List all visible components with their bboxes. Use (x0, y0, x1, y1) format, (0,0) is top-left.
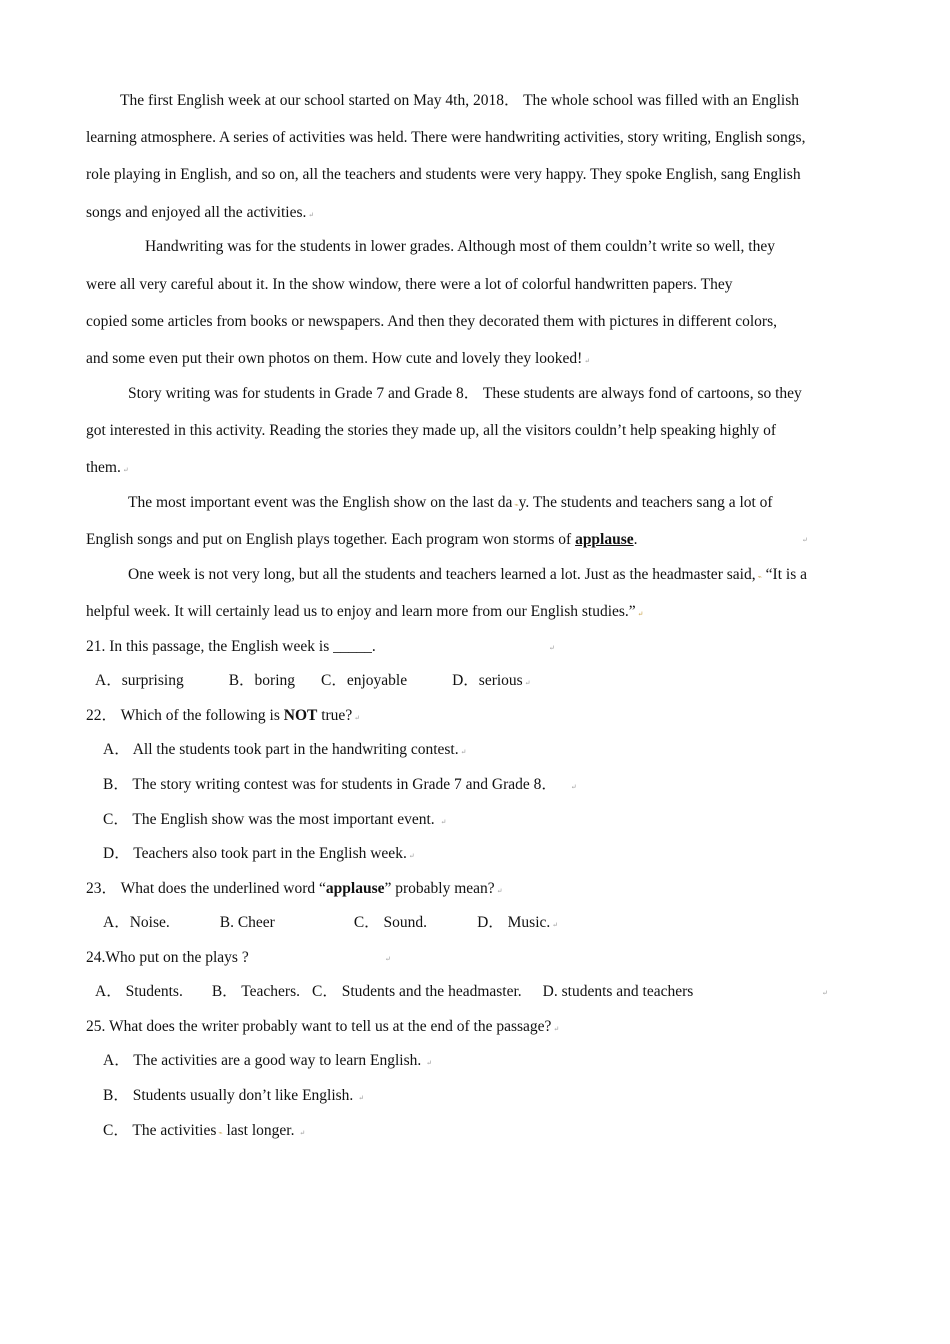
passage-p1-line2: learning atmosphere. A series of activities was held. There were handwriting activities, story writing, English songs, (86, 129, 806, 146)
q22-option-b-text: B． The story writing contest was for students in Grade 7 and Grade 8． (103, 776, 557, 793)
q22-option-b (103, 775, 577, 797)
passage-p3-line1: Story writing was for students in Grade 7 and Grade 8． These students are always fond of cartoons, so they (128, 385, 802, 402)
q25-option-a (103, 1051, 432, 1073)
passage-p5-line1-part-a: One week is not very long, but all the students and teachers learned a lot. Just as the headmaster said, (128, 566, 756, 583)
q23-option-a: A．Noise. (103, 914, 170, 931)
q22-option-c-text: C． The English show was the most important event. (103, 811, 435, 828)
q21-option-a: A．surprising (95, 672, 184, 689)
paragraph-mark-icon: ↵ (299, 1129, 306, 1137)
q24-option-b: B． Teachers. (211, 983, 301, 1000)
anchor-mark-icon: ⌁ (757, 573, 762, 581)
question-21-options (95, 671, 531, 693)
q22-option-a (103, 740, 466, 762)
passage-p2-line2: were all very careful about it. In the show window, there were a lot of colorful handwritten papers. They (86, 276, 733, 293)
passage-p2-line4 (86, 349, 590, 371)
passage-p4-line1 (128, 493, 773, 515)
underlined-word-applause: applause (575, 531, 634, 548)
paragraph-mark-icon: ↵ (408, 852, 415, 860)
q22-stem-a: 22． Which of the following is (86, 707, 284, 724)
paragraph-mark-icon: ↵ (440, 818, 447, 826)
q24-option-a: A． Students. (95, 983, 183, 1000)
passage-p5-line1-part-b: “It is a (761, 566, 807, 583)
passage-p2-line4-text: and some even put their own photos on them. How cute and lovely they looked! (86, 350, 583, 367)
anchor-mark-icon: ⌁ (514, 501, 519, 509)
passage-p3-line3 (86, 458, 129, 480)
paragraph-mark-icon: ↵ (358, 1094, 365, 1102)
q24-option-d: D. students and teachers (542, 983, 694, 1000)
paragraph-mark-icon: ↵ (385, 955, 391, 963)
question-22-stem (86, 706, 360, 728)
paragraph-mark-icon: ↵ (570, 783, 577, 791)
question-23-options (103, 913, 558, 935)
q21-option-b: B．boring (228, 672, 296, 689)
passage-p3-line3-text: them. (86, 459, 121, 476)
q23-option-d: D． Music. (477, 914, 551, 931)
question-21-stem: 21. In this passage, the English week is _____. (86, 638, 376, 655)
passage-p4-line2 (86, 530, 638, 550)
paragraph-mark-icon: ↵ (584, 357, 591, 365)
q21-option-c: C．enjoyable (321, 672, 408, 689)
q24-option-c: C． Students and the headmaster. (312, 983, 522, 1000)
passage-p4-line1-part-b: y. The students and teachers sang a lot of (518, 494, 773, 511)
passage-p5-line2 (86, 602, 644, 624)
paragraph-mark-icon: ↵ (552, 921, 559, 929)
passage-p4-line2-end: . (633, 531, 638, 548)
question-25-stem (86, 1017, 559, 1039)
q23-stem-b: ” probably mean? (384, 880, 495, 897)
q25-option-b-text: B． Students usually don’t like English. (103, 1087, 354, 1104)
paragraph-mark-icon: ↵ (308, 211, 315, 219)
paragraph-mark-icon: ↵ (524, 679, 531, 687)
passage-p5-line1 (128, 565, 807, 587)
question-24-options (95, 982, 693, 1002)
q23-option-c: C． Sound. (353, 914, 428, 931)
paragraph-mark-icon: ↵ (637, 610, 644, 618)
passage-p4-line1-part-a: The most important event was the English show on the last da (128, 494, 513, 511)
q23-option-b: B. Cheer (219, 914, 275, 931)
paragraph-mark-icon: ↵ (802, 536, 808, 544)
passage-p4-line2-text: English songs and put on English plays together. Each program won storms of (86, 531, 576, 548)
paragraph-mark-icon: ↵ (426, 1059, 433, 1067)
q22-option-d (103, 844, 415, 866)
paragraph-mark-icon: ↵ (549, 644, 555, 652)
q25-option-c (103, 1121, 305, 1143)
question-24-stem: 24.Who put on the plays ? (86, 949, 249, 966)
passage-p2-line1: Handwriting was for the students in lower grades. Although most of them couldn’t write so well, they (145, 238, 775, 255)
paragraph-mark-icon: ↵ (354, 714, 361, 722)
q22-option-a-text: A． All the students took part in the handwriting contest. (103, 741, 459, 758)
passage-p1-line4 (86, 203, 314, 225)
q23-stem-a: 23． What does the underlined word “ (86, 880, 326, 897)
paragraph-mark-icon: ↵ (496, 887, 503, 895)
q22-option-c (103, 810, 447, 832)
q21-option-d: D．serious (452, 672, 523, 689)
q23-stem-bold: applause (325, 880, 385, 897)
question-23-stem (86, 879, 503, 901)
anchor-mark-icon: ⌁ (218, 1129, 223, 1137)
q22-stem-b: true? (317, 707, 353, 724)
paragraph-mark-icon: ↵ (553, 1025, 560, 1033)
passage-p1-line4-text: songs and enjoyed all the activities. (86, 204, 307, 221)
q25-option-b (103, 1086, 364, 1108)
q22-stem-bold: NOT (283, 707, 318, 724)
paragraph-mark-icon: ↵ (822, 989, 828, 997)
q25-stem-text: 25. What does the writer probably want to tell us at the end of the passage? (86, 1018, 552, 1035)
passage-p1-line1: The first English week at our school started on May 4th, 2018． The whole school was filled with an English (120, 92, 800, 109)
passage-p1-line3: role playing in English, and so on, all the teachers and students were very happy. They spoke English, sang English (86, 166, 801, 183)
paragraph-mark-icon: ↵ (460, 748, 467, 756)
q25-option-c-part-a: C． The activities (103, 1122, 217, 1139)
q25-option-a-text: A． The activities are a good way to learn English. (103, 1052, 422, 1069)
q25-option-c-part-b: last longer. (222, 1122, 295, 1139)
paragraph-mark-icon: ↵ (122, 466, 129, 474)
passage-p3-line2: got interested in this activity. Reading the stories they made up, all the visitors couldn’t help speaking highly of (86, 422, 777, 439)
passage-p5-line2-text: helpful week. It will certainly lead us to enjoy and learn more from our English studies.” (86, 603, 636, 620)
q22-option-d-text: D． Teachers also took part in the English week. (103, 845, 407, 862)
passage-p2-line3: copied some articles from books or newspapers. And then they decorated them with pictures in different colors, (86, 313, 777, 330)
